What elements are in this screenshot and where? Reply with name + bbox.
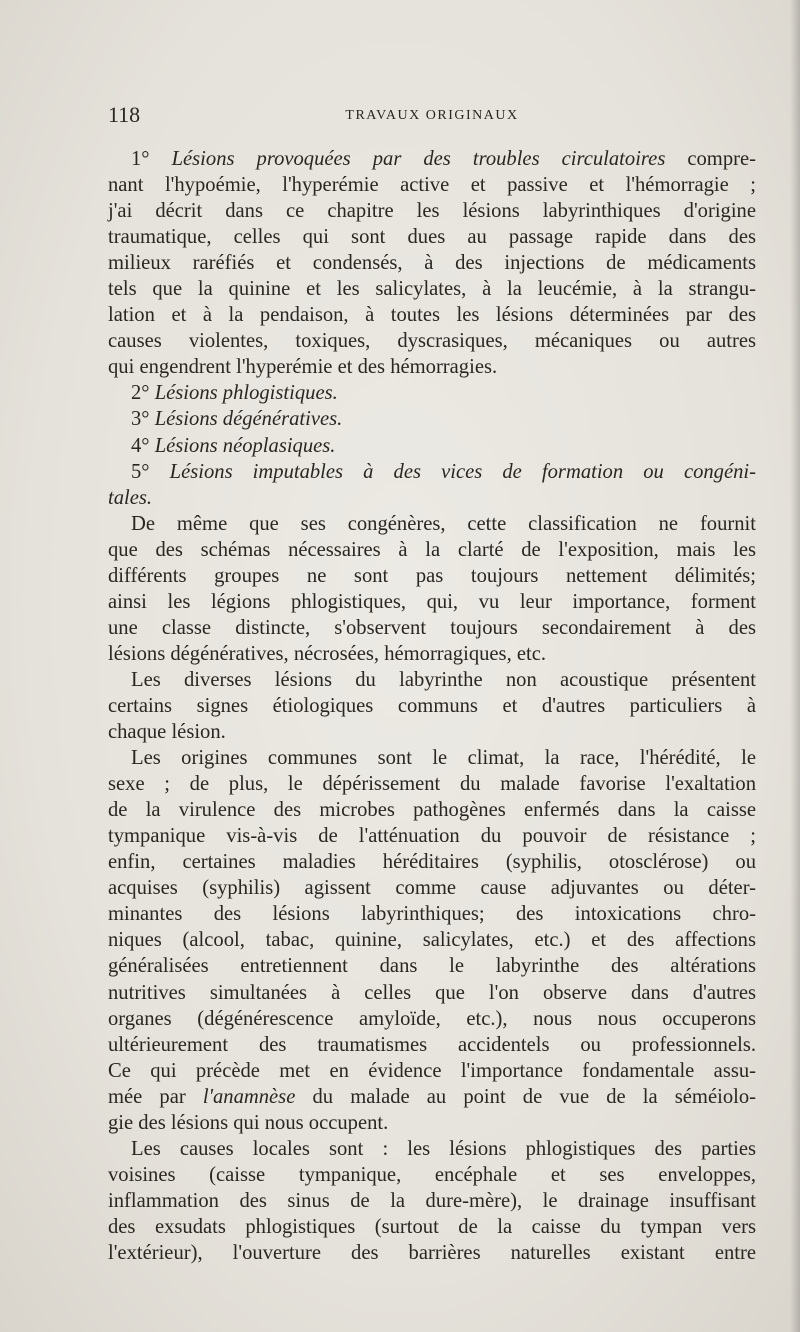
text-segment: que des schémas nécessaires à la clarté de l'exposition, mais les <box>108 538 756 561</box>
text-segment: chaque lésion. <box>108 721 226 744</box>
text-segment: 1° <box>131 148 172 170</box>
text-line <box>108 250 756 276</box>
text-segment: Ce qui précède met en évidence l'importance fondamentale assu- <box>108 1059 756 1082</box>
text-segment: causes violentes, toxiques, dyscrasiques, mécaniques ou autres <box>108 330 756 353</box>
text-line <box>108 537 756 563</box>
text-line <box>108 667 756 693</box>
text-line <box>108 1058 756 1084</box>
text-segment: 5° <box>131 460 170 483</box>
text-segment: certains signes étiologiques communs et d'autres particuliers à <box>108 694 756 717</box>
text-line <box>108 1188 756 1214</box>
paragraph <box>108 406 756 432</box>
text-line <box>108 1240 756 1266</box>
text-line <box>108 302 756 328</box>
text-line <box>108 901 756 927</box>
text-segment: Les diverses lésions du labyrinthe non acoustique présentent <box>131 668 756 691</box>
text-segment: sexe ; de plus, le dépérissement du malade favorise l'exaltation <box>108 773 756 796</box>
page-number: 118 <box>108 102 141 127</box>
text-line <box>108 1006 756 1032</box>
paragraph <box>108 380 756 406</box>
italic-text: tales. <box>108 486 153 509</box>
text-segment: lésions dégénératives, nécrosées, hémorragiques, etc. <box>108 642 547 665</box>
text-line <box>108 485 756 511</box>
text-segment: minantes des lésions labyrinthiques; des intoxications chro- <box>108 903 756 926</box>
text-segment: des exsudats phlogistiques (surtout de la caisse du tympan vers <box>108 1215 756 1238</box>
italic-text: Lésions dégénératives. <box>154 408 343 431</box>
text-line <box>108 380 756 406</box>
text-segment: j'ai décrit dans ce chapitre les lésions labyrinthiques d'origine <box>108 200 756 223</box>
text-segment: 3° <box>131 408 155 431</box>
text-segment: voisines (caisse tympanique, encéphale et ses enveloppes, <box>108 1163 756 1186</box>
text-segment: organes (dégénérescence amyloïde, etc.), nous nous occuperons <box>108 1007 756 1030</box>
text-segment: du malade au point de vue de la séméiolo- <box>295 1085 756 1108</box>
italic-text: Lésions provoquées par des troubles circulatoires <box>171 148 666 170</box>
text-segment: 2° <box>131 382 155 405</box>
italic-text: l'anamnèse <box>202 1085 296 1108</box>
text-segment: traumatique, celles qui sont dues au passage rapide dans des <box>108 226 756 249</box>
running-title: TRAVAUX ORIGINAUX <box>345 108 519 123</box>
text-line <box>108 224 756 250</box>
text-segment: inflammation des sinus de la dure-mère), le drainage insuffisant <box>108 1189 756 1212</box>
text-segment: Les causes locales sont : les lésions phlogistiques des parties <box>131 1137 756 1160</box>
text-line <box>108 771 756 797</box>
text-segment: généralisées entretiennent dans le labyrinthe des altérations <box>108 955 756 978</box>
text-line <box>108 276 756 302</box>
text-segment: de la virulence des microbes pathogènes enfermés dans la caisse <box>108 799 756 822</box>
text-segment: nant l'hypoémie, l'hyperémie active et passive et l'hémorragie ; <box>108 174 756 197</box>
text-segment: acquises (syphilis) agissent comme cause adjuvantes ou déter- <box>108 877 756 900</box>
paragraph <box>108 433 756 459</box>
text-line <box>108 823 756 849</box>
text-line <box>108 146 756 172</box>
text-line <box>108 589 756 615</box>
text-line <box>108 797 756 823</box>
text-line <box>108 563 756 589</box>
text-line <box>108 459 756 485</box>
text-segment: milieux raréfiés et condensés, à des injections de médicaments <box>108 252 756 275</box>
text-line <box>108 745 756 771</box>
text-segment: niques (alcool, tabac, quinine, salicylates, etc.) et des affections <box>108 929 756 952</box>
text-segment: ainsi les légions phlogistiques, qui, vu leur importance, forment <box>108 590 756 613</box>
italic-text: Lésions néoplasiques. <box>154 434 336 457</box>
text-line <box>108 693 756 719</box>
text-line <box>108 1136 756 1162</box>
text-segment: différents groupes ne sont pas toujours nettement délimités; <box>108 564 756 587</box>
text-segment: gie des lésions qui nous occupent. <box>108 1111 389 1134</box>
text-line <box>108 1162 756 1188</box>
text-segment: l'extérieur), l'ouverture des barrières naturelles existant entre <box>108 1241 756 1264</box>
text-line <box>108 328 756 354</box>
paragraph <box>108 459 756 511</box>
text-segment: tympanique vis-à-vis de l'atténuation du pouvoir de résistance ; <box>108 825 756 848</box>
text-line <box>108 719 756 745</box>
text-segment: ultérieurement des traumatismes accidentels ou professionnels. <box>108 1033 756 1056</box>
text-segment: lation et à la pendaison, à toutes les lésions déterminées par des <box>108 304 756 327</box>
text-line <box>108 354 756 380</box>
text-line <box>108 511 756 537</box>
text-segment: mée par <box>108 1085 203 1108</box>
paragraph <box>108 146 756 380</box>
text-line <box>108 433 756 459</box>
text-segment: compre- <box>665 148 756 170</box>
paragraph <box>108 667 756 745</box>
text-line <box>108 980 756 1006</box>
text-line <box>108 641 756 667</box>
text-segment: enfin, certaines maladies héréditaires (syphilis, otosclérose) ou <box>108 851 756 874</box>
text-line <box>108 927 756 953</box>
paragraph <box>108 745 756 1136</box>
text-segment: nutritives simultanées à celles que l'on observe dans d'autres <box>108 981 756 1004</box>
text-line <box>108 615 756 641</box>
text-line <box>108 1084 756 1110</box>
text-line <box>108 172 756 198</box>
text-line <box>108 1110 756 1136</box>
text-segment: tels que la quinine et les salicylates, à la leucémie, à la strangu- <box>108 278 756 301</box>
paragraph <box>108 1136 756 1266</box>
italic-text: Lésions phlogistiques. <box>154 382 338 405</box>
text-segment: une classe distincte, s'observent toujours secondairement à des <box>108 616 756 639</box>
italic-text: Lésions imputables à des vices de formation ou congéni- <box>169 460 756 483</box>
text-segment: Les origines communes sont le climat, la race, l'hérédité, le <box>131 747 756 770</box>
text-segment: qui engendrent l'hyperémie et des hémorragies. <box>108 356 498 379</box>
text-line <box>108 849 756 875</box>
body-text <box>108 146 756 1266</box>
text-line <box>108 1214 756 1240</box>
text-line <box>108 1032 756 1058</box>
page-header <box>108 101 756 131</box>
text-line <box>108 875 756 901</box>
paragraph <box>108 511 756 667</box>
text-segment: De même que ses congénères, cette classification ne fournit <box>131 512 756 535</box>
text-line <box>108 406 756 432</box>
text-line <box>108 198 756 224</box>
text-line <box>108 953 756 979</box>
text-segment: 4° <box>131 434 155 457</box>
